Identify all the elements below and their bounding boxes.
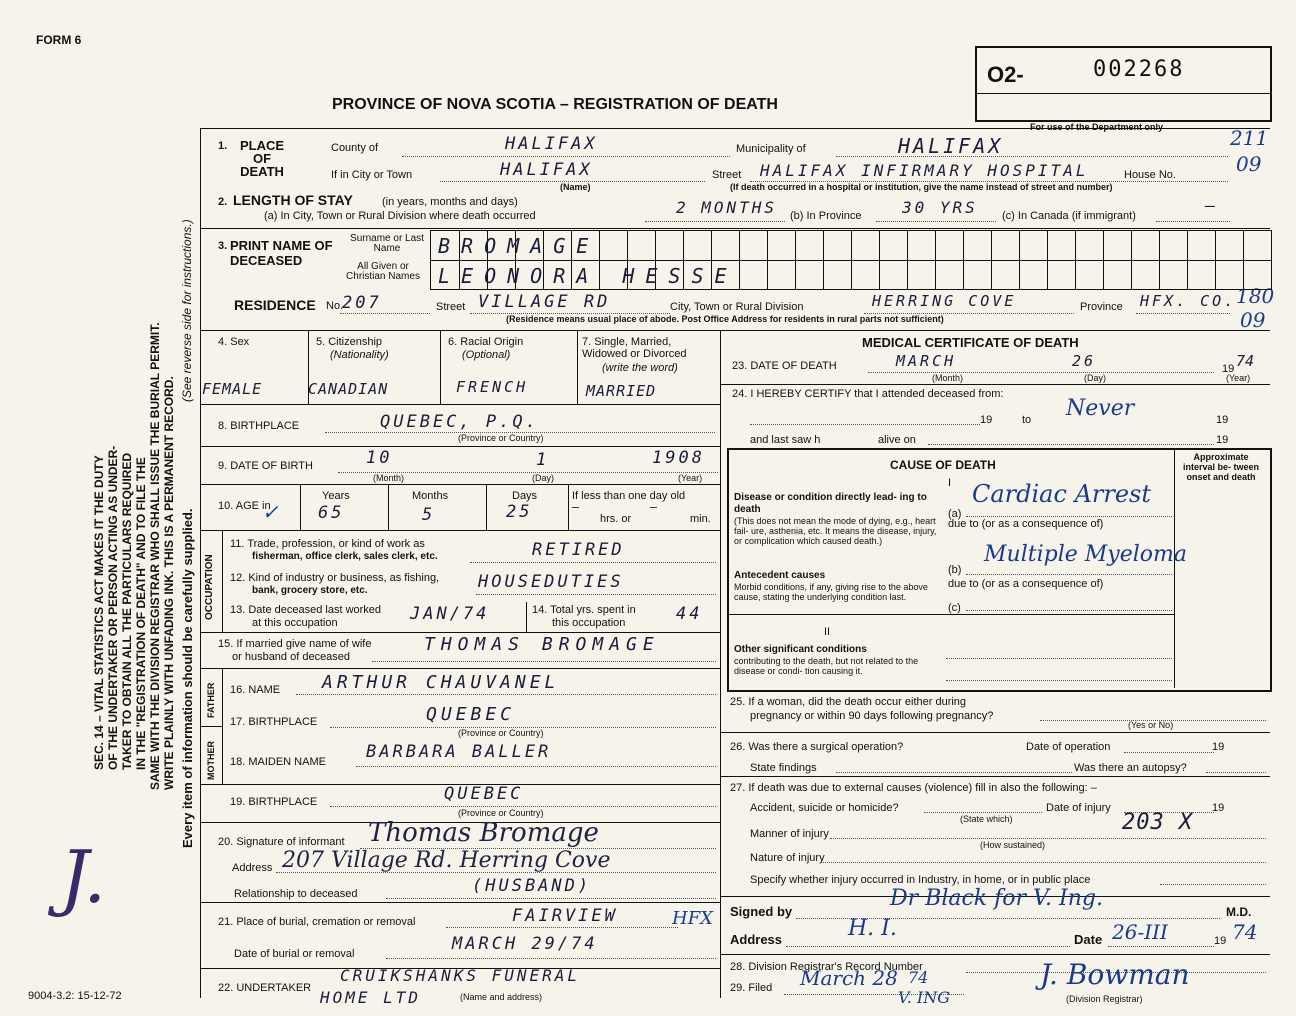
q14-sub: this occupation: [552, 617, 626, 629]
residence-note: (Residence means usual place of abode. Post Office Address for residents in rural parts not sufficient): [506, 314, 944, 324]
direct-note: (This does not mean the mode of dying, e.g., heart fail- ure, asthenia, etc. It means the disease, injury, or complication which caused death.): [734, 516, 937, 546]
residence-street: VILLAGE RD: [478, 292, 611, 312]
yes-no-label: (Yes or No): [1128, 720, 1174, 730]
filed-year: 74: [908, 968, 929, 987]
accident-label: Accident, suicide or homicide?: [750, 802, 899, 814]
father-birthplace-sub: (Province or Country): [458, 728, 544, 738]
age-days: 25: [506, 502, 533, 522]
dept-code-3: 180: [1236, 284, 1275, 308]
q27-label: 27. If death was due to external causes (violence) fill in also the following: –: [730, 782, 1097, 794]
q11-label: 11. Trade, profession, or kind of work as: [230, 538, 425, 550]
name-grid-cell-divider: [1159, 231, 1160, 289]
alive-19: 19: [1216, 434, 1229, 446]
cert-address-value: H. I.: [848, 916, 897, 941]
race-sub: (Optional): [462, 349, 511, 361]
side-line-7: Every item of information should be carefully supplied.: [180, 508, 195, 848]
antecedent-label: Antecedent causes: [734, 570, 826, 581]
dob-day-sub: (Day): [532, 473, 554, 483]
name-grid-cell-divider: [935, 231, 936, 289]
q15-value: THOMAS BROMAGE: [424, 634, 660, 655]
interval-label: Approximate interval be- tween onset and death: [1182, 452, 1260, 482]
due-to-a: due to (or as a consequence of): [948, 518, 1104, 530]
q24-19a: 19: [980, 414, 993, 426]
citizenship-label: 5. Citizenship: [316, 336, 383, 348]
name-grid-cell-divider: [1047, 231, 1048, 289]
cause-title: CAUSE OF DEATH: [890, 458, 996, 472]
last-saw-label: and last saw h: [750, 434, 821, 446]
cert-date-label: Date: [1074, 932, 1103, 947]
municipality-value: HALIFAX: [898, 134, 1004, 158]
side-line-2: OF THE UNDERTAKER OR PERSON ACTING AS UNDER-: [106, 445, 120, 770]
cause-c-label: (c): [948, 602, 961, 614]
undertaker-name: CRUIKSHANKS FUNERAL: [340, 966, 581, 985]
registrar-signature: J. Bowman: [1040, 958, 1190, 991]
stay-a-value: 2 MONTHS: [676, 198, 778, 217]
name-grid-cell-divider: [795, 231, 796, 289]
cause-a-label: (a): [948, 508, 962, 520]
q15-label: 15. If married give name of wife: [218, 638, 372, 650]
race-value: FRENCH: [456, 378, 529, 396]
given-label: All Given or Christian Names: [346, 261, 420, 282]
city-value: HALIFAX: [500, 160, 593, 180]
stay-b-value: 30 YRS: [902, 198, 978, 217]
q22-label: 22. UNDERTAKER: [218, 982, 312, 994]
name-grid-cell-divider: [963, 231, 964, 289]
q23-label: 23. DATE OF DEATH: [732, 360, 837, 372]
q29-label: 29. Filed: [730, 982, 773, 994]
occupation-side-label: OCCUPATION: [204, 554, 215, 620]
due-to-b: due to (or as a consequence of): [948, 578, 1104, 590]
dob-month-sub: (Month): [373, 473, 405, 483]
age-hrs: —: [572, 500, 583, 514]
mother-birthplace-sub: (Province or Country): [458, 808, 544, 818]
cause-b-label: (b): [948, 564, 962, 576]
name-grid-cell-divider: [739, 231, 740, 289]
dept-use-label: For use of the Department only: [1030, 122, 1164, 132]
residence-no-label: No.: [326, 300, 344, 312]
burial-date: MARCH 29/74: [452, 934, 598, 954]
antecedent-note: Morbid conditions, if any, giving rise to the above cause, stating the underlying condition last.: [734, 582, 928, 602]
md-label: M.D.: [1226, 905, 1252, 919]
mother-side-label: MOTHER: [206, 741, 216, 780]
q11-value: RETIRED: [532, 540, 625, 560]
name-grid-cell-divider: [1187, 231, 1188, 289]
name-grid-cell-divider: [1019, 231, 1020, 289]
surname-value: BROMAGE: [438, 234, 600, 258]
registration-number-box: [975, 46, 1272, 122]
q15-sub: or husband of deceased: [232, 651, 351, 663]
q13-value: JAN/74: [410, 604, 490, 624]
birthplace-sub: (Province or Country): [458, 433, 544, 443]
county-label: County of: [331, 142, 379, 154]
address-label: Address: [232, 862, 273, 874]
county-value: HALIFAX: [505, 134, 598, 154]
q25-label: 25. If a woman, did the death occur either during: [730, 696, 967, 708]
cause-a-value: Cardiac Arrest: [972, 480, 1152, 508]
dept-code-2: 09: [1236, 152, 1262, 176]
father-birthplace: QUEBEC: [426, 704, 516, 725]
name-grid-cell-divider: [991, 231, 992, 289]
marital-sub: (write the word): [602, 362, 678, 374]
stay-num: 2.: [218, 196, 228, 208]
place-num: 1.: [218, 140, 228, 152]
informant-signature: Thomas Bromage: [368, 818, 599, 848]
stay-c-label: (c) In Canada (if immigrant): [1002, 210, 1136, 222]
q28-label: 28. Division Registrar's Record Number: [730, 961, 923, 973]
dob-year: 1908: [652, 448, 705, 468]
part-1-label: I: [948, 477, 952, 489]
age-min: —: [650, 500, 661, 514]
side-line-1: SEC. 14 – VITAL STATISTICS ACT MAKES IT THE DUTY: [92, 455, 106, 770]
q12-label: 12. Kind of industry or business, as fishing,: [230, 572, 440, 584]
name-grid-cell-divider: [1103, 231, 1104, 289]
age-checkmark: ✓: [262, 500, 279, 524]
q17-label: 17. BIRTHPLACE: [230, 716, 318, 728]
q25-sub: pregnancy or within 90 days following pregnancy?: [750, 710, 994, 722]
dob-year-sub: (Year): [678, 473, 703, 483]
age-lt-label: If less than one day old: [572, 490, 686, 502]
birthplace-label: 8. BIRTHPLACE: [218, 420, 300, 432]
q24-label: 24. I HEREBY CERTIFY that I attended deceased from:: [732, 388, 1004, 400]
sex-value: FEMALE: [202, 380, 263, 398]
sex-label: 4. Sex: [218, 336, 250, 348]
given-value: LEONORA HESSE: [438, 264, 738, 288]
death-year: 74: [1236, 352, 1255, 370]
name-sublabel: (Name): [560, 182, 591, 192]
q19-label: 19. BIRTHPLACE: [230, 796, 318, 808]
age-months-label: Months: [412, 490, 449, 502]
stay-b-label: (b) In Province: [790, 210, 862, 222]
age-days-label: Days: [512, 490, 538, 502]
cert-date-value: 26-III: [1112, 920, 1168, 944]
q13-sub: at this occupation: [252, 617, 338, 629]
q13-label: 13. Date deceased last worked: [230, 604, 382, 616]
city-label: If in City or Town: [331, 169, 413, 181]
signed-value: Dr Black for V. Ing.: [890, 886, 1103, 911]
burial-place: FAIRVIEW: [512, 906, 618, 926]
page-title: PROVINCE OF NOVA SCOTIA – REGISTRATION OF DEATH: [332, 96, 778, 113]
q12-value: HOUSEDUTIES: [478, 572, 624, 592]
autopsy-label: Was there an autopsy?: [1074, 762, 1187, 774]
marital-label: 7. Single, Married, Widowed or Divorced: [582, 336, 687, 360]
side-line-4: IN THE "REGISTRATION OF DEATH" AND TO FILE THE: [134, 457, 148, 770]
specify-label: Specify whether injury occurred in Industry, in home, or in public place: [750, 874, 1091, 886]
medical-title: MEDICAL CERTIFICATE OF DEATH: [862, 335, 1079, 350]
burial-place-note: HFX: [672, 908, 714, 929]
name-grid-cell-divider: [1131, 231, 1132, 289]
cert-year: 74: [1232, 920, 1258, 944]
age-min-label: min.: [690, 513, 711, 525]
dob-day: 1: [536, 450, 550, 470]
other-note: contributing to the death, but not related to the disease or condi- tion causing it.: [734, 656, 919, 676]
reg-number: 002268: [1093, 57, 1185, 82]
stay-sub: (in years, months and days): [382, 196, 518, 208]
name-grid-cell-divider: [907, 231, 908, 289]
q14-value: 44: [676, 604, 703, 624]
filed-note: V. ING: [898, 988, 951, 1007]
cert-address-label: Address: [730, 932, 783, 947]
alive-on-label: alive on: [878, 434, 916, 446]
residence-city: HERRING COVE: [872, 292, 1017, 310]
undertaker-name-2: HOME LTD: [320, 988, 422, 1007]
name-grid-cell-divider: [851, 231, 852, 289]
father-name: ARTHUR CHAUVANEL: [322, 672, 560, 693]
death-day: 26: [1072, 352, 1097, 370]
stay-a-label: (a) In City, Town or Rural Division where death occurred: [264, 210, 536, 222]
signed-label: Signed by: [730, 904, 793, 919]
death-year-sub: (Year): [1226, 373, 1251, 383]
q26-label: 26. Was there a surgical operation?: [730, 741, 904, 753]
residence-street-label: Street: [436, 301, 466, 313]
citizenship-sub: (Nationality): [330, 349, 389, 361]
side-line-8: (See reverse side for instructions.): [180, 219, 194, 402]
part-2-label: II: [824, 626, 831, 638]
side-line-5: SAME WITH THE DIVISION REGISTRAR WHO SHALL ISSUE THE BURIAL PERMIT.: [148, 322, 162, 790]
municipality-label: Municipality of: [736, 143, 806, 155]
marital-value: MARRIED: [586, 382, 657, 400]
side-line-6: WRITE PLAINLY WITH UNFADING INK. THIS IS A PERMANENT RECORD.: [162, 376, 176, 790]
street-label: Street: [712, 169, 742, 181]
stay-label: LENGTH OF STAY: [233, 192, 353, 208]
dob-month: 10: [366, 448, 393, 468]
name-grid-cell-divider: [1215, 231, 1216, 289]
residence-no: 207: [342, 293, 382, 313]
dept-code-1: 211: [1230, 126, 1269, 150]
age-hrs-label: hrs. or: [600, 513, 632, 525]
race-label: 6. Racial Origin: [448, 336, 524, 348]
name-grid-cell-divider: [879, 231, 880, 289]
age-years-label: Years: [322, 490, 350, 502]
q16-label: 16. NAME: [230, 684, 281, 696]
form-number: FORM 6: [36, 33, 82, 47]
name-grid-cell-divider: [823, 231, 824, 289]
stay-c-value: —: [1205, 196, 1219, 216]
death-day-sub: (Day): [1084, 373, 1106, 383]
cert-19: 19: [1214, 935, 1227, 947]
name-label: PRINT NAME OF DECEASED: [230, 238, 333, 268]
death-19: 19: [1222, 363, 1235, 375]
name-num: 3.: [218, 240, 228, 252]
birthplace-value: QUEBEC, P.Q.: [380, 412, 539, 432]
name-grid-cell-divider: [1243, 231, 1244, 289]
q20-label: 20. Signature of informant: [218, 836, 345, 848]
citizenship-value: CANADIAN: [308, 380, 389, 398]
informant-address: 207 Village Rd. Herring Cove: [282, 848, 611, 873]
mother-maiden-name: BARBARA BALLER: [366, 742, 552, 762]
age-months: 5: [422, 505, 436, 525]
registrar-sub: (Division Registrar): [1066, 994, 1143, 1004]
residence-city-label: City, Town or Rural Division: [670, 301, 804, 313]
residence-label: RESIDENCE: [234, 297, 316, 313]
relationship-value: (HUSBAND): [472, 876, 592, 896]
q12-sub: bank, grocery store, etc.: [252, 585, 368, 596]
filed-date: March 28: [800, 966, 898, 990]
mother-birthplace: QUEBEC: [444, 784, 524, 804]
margin-initials: J.: [60, 835, 107, 919]
death-month-sub: (Month): [932, 373, 964, 383]
place-note: (If death occurred in a hospital or institution, give the name instead of street and number): [730, 182, 1113, 192]
undertaker-sub: (Name and address): [460, 992, 543, 1002]
surname-label: Surname or Last Name: [350, 233, 424, 254]
other-label: Other significant conditions: [734, 644, 867, 655]
q14-label: 14. Total yrs. spent in: [532, 604, 636, 616]
op-19: 19: [1212, 741, 1225, 753]
name-grid-cell-divider: [767, 231, 768, 289]
relationship-label: Relationship to deceased: [234, 888, 358, 900]
reg-prefix: O2-: [987, 62, 1024, 87]
footer-code: 9004-3.2: 15-12-72: [28, 990, 122, 1002]
how-sustained-label: (How sustained): [980, 840, 1046, 850]
cause-b-value: Multiple Myeloma: [984, 542, 1187, 567]
father-side-label: FATHER: [206, 682, 216, 718]
q24-never: Never: [1066, 396, 1135, 421]
operation-date-label: Date of operation: [1026, 741, 1111, 753]
q18-label: 18. MAIDEN NAME: [230, 756, 326, 768]
external-code: 203 X: [1122, 810, 1194, 835]
manner-label: Manner of injury: [750, 828, 829, 840]
state-which-label: (State which): [960, 814, 1013, 824]
residence-province: HFX. CO.: [1140, 292, 1237, 310]
direct-label: Disease or condition directly lead- ing to death: [734, 492, 927, 515]
name-grid-cell-divider: [1075, 231, 1076, 289]
age-label: 10. AGE in: [218, 500, 271, 512]
street-value: HALIFAX INFIRMARY HOSPITAL: [760, 161, 1089, 180]
place-label: PLACE OF DEATH: [239, 138, 285, 179]
injury-date-label: Date of injury: [1046, 802, 1111, 814]
death-month: MARCH: [896, 352, 957, 370]
q21-label: 21. Place of burial, cremation or removal: [218, 916, 416, 928]
house-label: House No.: [1124, 169, 1176, 181]
inj-19: 19: [1212, 802, 1225, 814]
dept-code-4: 09: [1240, 308, 1266, 332]
findings-label: State findings: [750, 762, 817, 774]
burial-date-label: Date of burial or removal: [234, 948, 355, 960]
residence-province-label: Province: [1080, 301, 1123, 313]
side-line-3: TAKER TO OBTAIN ALL THE PARTICULARS REQUIRED: [120, 452, 134, 770]
q24-to: to: [1022, 414, 1032, 426]
nature-label: Nature of injury: [750, 852, 825, 864]
q24-19b: 19: [1216, 414, 1229, 426]
dob-label: 9. DATE OF BIRTH: [218, 460, 313, 472]
age-years: 65: [318, 503, 345, 523]
q11-sub: fisherman, office clerk, sales clerk, etc.: [252, 551, 438, 562]
